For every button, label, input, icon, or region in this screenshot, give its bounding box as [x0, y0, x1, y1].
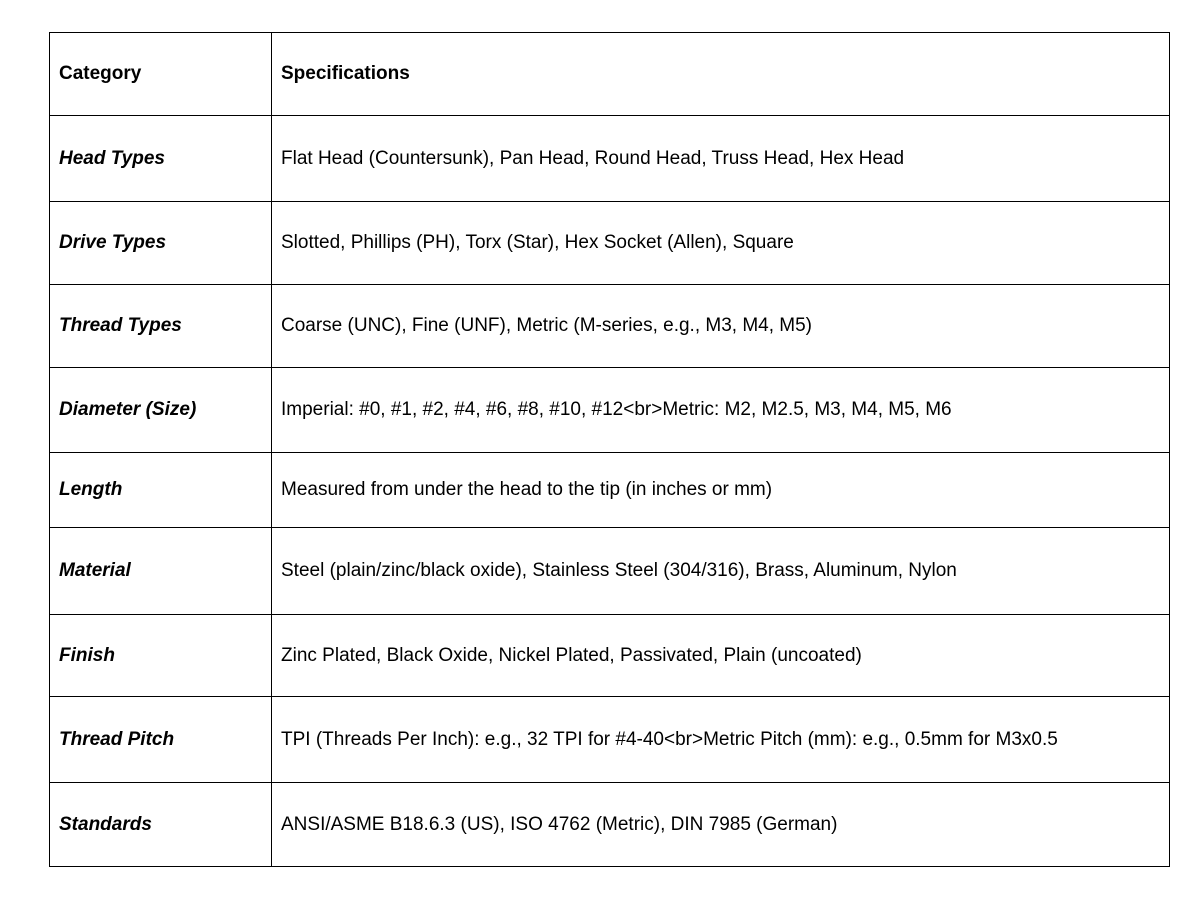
header-category: Category — [50, 33, 272, 116]
row-category: Length — [50, 453, 272, 528]
row-specifications: Flat Head (Countersunk), Pan Head, Round Head, Truss Head, Hex Head — [272, 116, 1170, 202]
row-category: Finish — [50, 615, 272, 697]
table-header-row — [50, 33, 1170, 116]
header-specifications: Specifications — [272, 33, 1170, 116]
table-row — [50, 697, 1170, 783]
row-category: Thread Types — [50, 285, 272, 368]
row-category: Standards — [50, 783, 272, 867]
row-category: Head Types — [50, 116, 272, 202]
row-specifications: TPI (Threads Per Inch): e.g., 32 TPI for #4-40<br>Metric Pitch (mm): e.g., 0.5mm for M3x0.5 — [272, 697, 1170, 783]
row-specifications: Zinc Plated, Black Oxide, Nickel Plated, Passivated, Plain (uncoated) — [272, 615, 1170, 697]
table-row — [50, 202, 1170, 285]
row-category: Diameter (Size) — [50, 368, 272, 453]
table-row — [50, 453, 1170, 528]
row-category: Drive Types — [50, 202, 272, 285]
table-row — [50, 368, 1170, 453]
row-specifications: Coarse (UNC), Fine (UNF), Metric (M-series, e.g., M3, M4, M5) — [272, 285, 1170, 368]
row-category: Thread Pitch — [50, 697, 272, 783]
row-category: Material — [50, 528, 272, 615]
row-specifications: Slotted, Phillips (PH), Torx (Star), Hex Socket (Allen), Square — [272, 202, 1170, 285]
table-row — [50, 285, 1170, 368]
row-specifications: Imperial: #0, #1, #2, #4, #6, #8, #10, #12<br>Metric: M2, M2.5, M3, M4, M5, M6 — [272, 368, 1170, 453]
table-row — [50, 116, 1170, 202]
row-specifications: Steel (plain/zinc/black oxide), Stainless Steel (304/316), Brass, Aluminum, Nylon — [272, 528, 1170, 615]
table-row — [50, 615, 1170, 697]
table-row — [50, 783, 1170, 867]
row-specifications: ANSI/ASME B18.6.3 (US), ISO 4762 (Metric), DIN 7985 (German) — [272, 783, 1170, 867]
row-specifications: Measured from under the head to the tip (in inches or mm) — [272, 453, 1170, 528]
specifications-table — [49, 32, 1170, 867]
table-row — [50, 528, 1170, 615]
